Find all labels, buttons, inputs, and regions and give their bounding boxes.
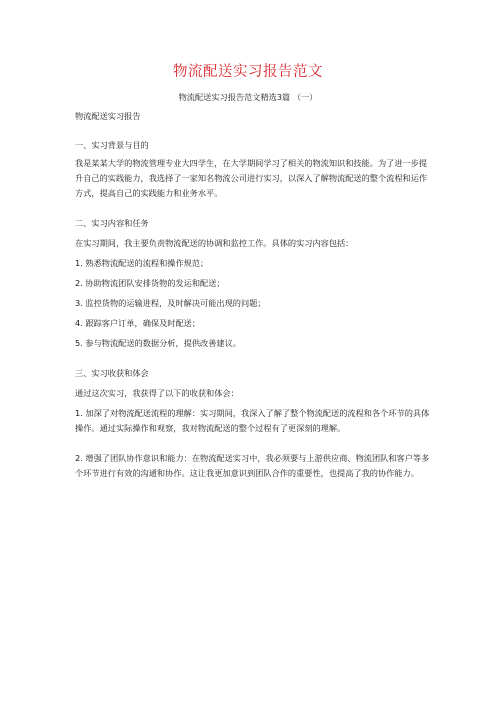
section-heading-3: 三、实习收获和体会 [75, 368, 149, 378]
section-1-paragraph: 我是某某大学的物流管理专业大四学生，在大学期间学习了相关的物流知识和技能。为了进一步提升自己的实践能力，我选择了一家知名物流公司进行实习，以深入了解物流配送的整个流程和运作方式，提高自己的实践能力和业务水平。 [75, 158, 428, 198]
section-heading-1: 一、实习背景与目的 [75, 140, 149, 150]
section-heading-2: 二、实习内容和任务 [75, 218, 149, 228]
section-3-intro: 通过这次实习，我获得了以下的收获和体会： [75, 388, 239, 398]
list-item: 2. 协助物流团队安排货物的发运和配送； [75, 278, 225, 288]
section-3-point-1: 1. 加深了对物流配送流程的理解：实习期间，我深入了解了整个物流配送的流程和各个环节的具体操作。通过实际操作和观察，我对物流配送的整个过程有了更深刻的理解。 [75, 408, 430, 433]
list-item: 5. 参与物流配送的数据分析，提供改善建议。 [75, 338, 241, 348]
section-3-point-2: 2. 增强了团队协作意识和能力：在物流配送实习中，我必须要与上游供应商、物流团队和客户等多个环节进行有效的沟通和协作。这让我更加意识到团队合作的重要性，也提高了我的协作能力。 [75, 453, 430, 478]
list-item: 4. 跟踪客户订单，确保及时配送； [75, 318, 201, 328]
document-title: 物流配送实习报告范文 [173, 64, 323, 80]
document-subtitle: 物流配送实习报告范文精选3篇 （一） [178, 92, 318, 102]
document-body [75, 109, 435, 481]
section-2-intro: 在实习期间，我主要负责物流配送的协调和监控工作。具体的实习内容包括： [75, 238, 354, 248]
list-item: 3. 监控货物的运输进程，及时解决可能出现的问题； [75, 298, 266, 308]
report-name: 物流配送实习报告 [75, 111, 141, 121]
list-item: 1. 熟悉物流配送的流程和操作规范； [75, 258, 209, 268]
